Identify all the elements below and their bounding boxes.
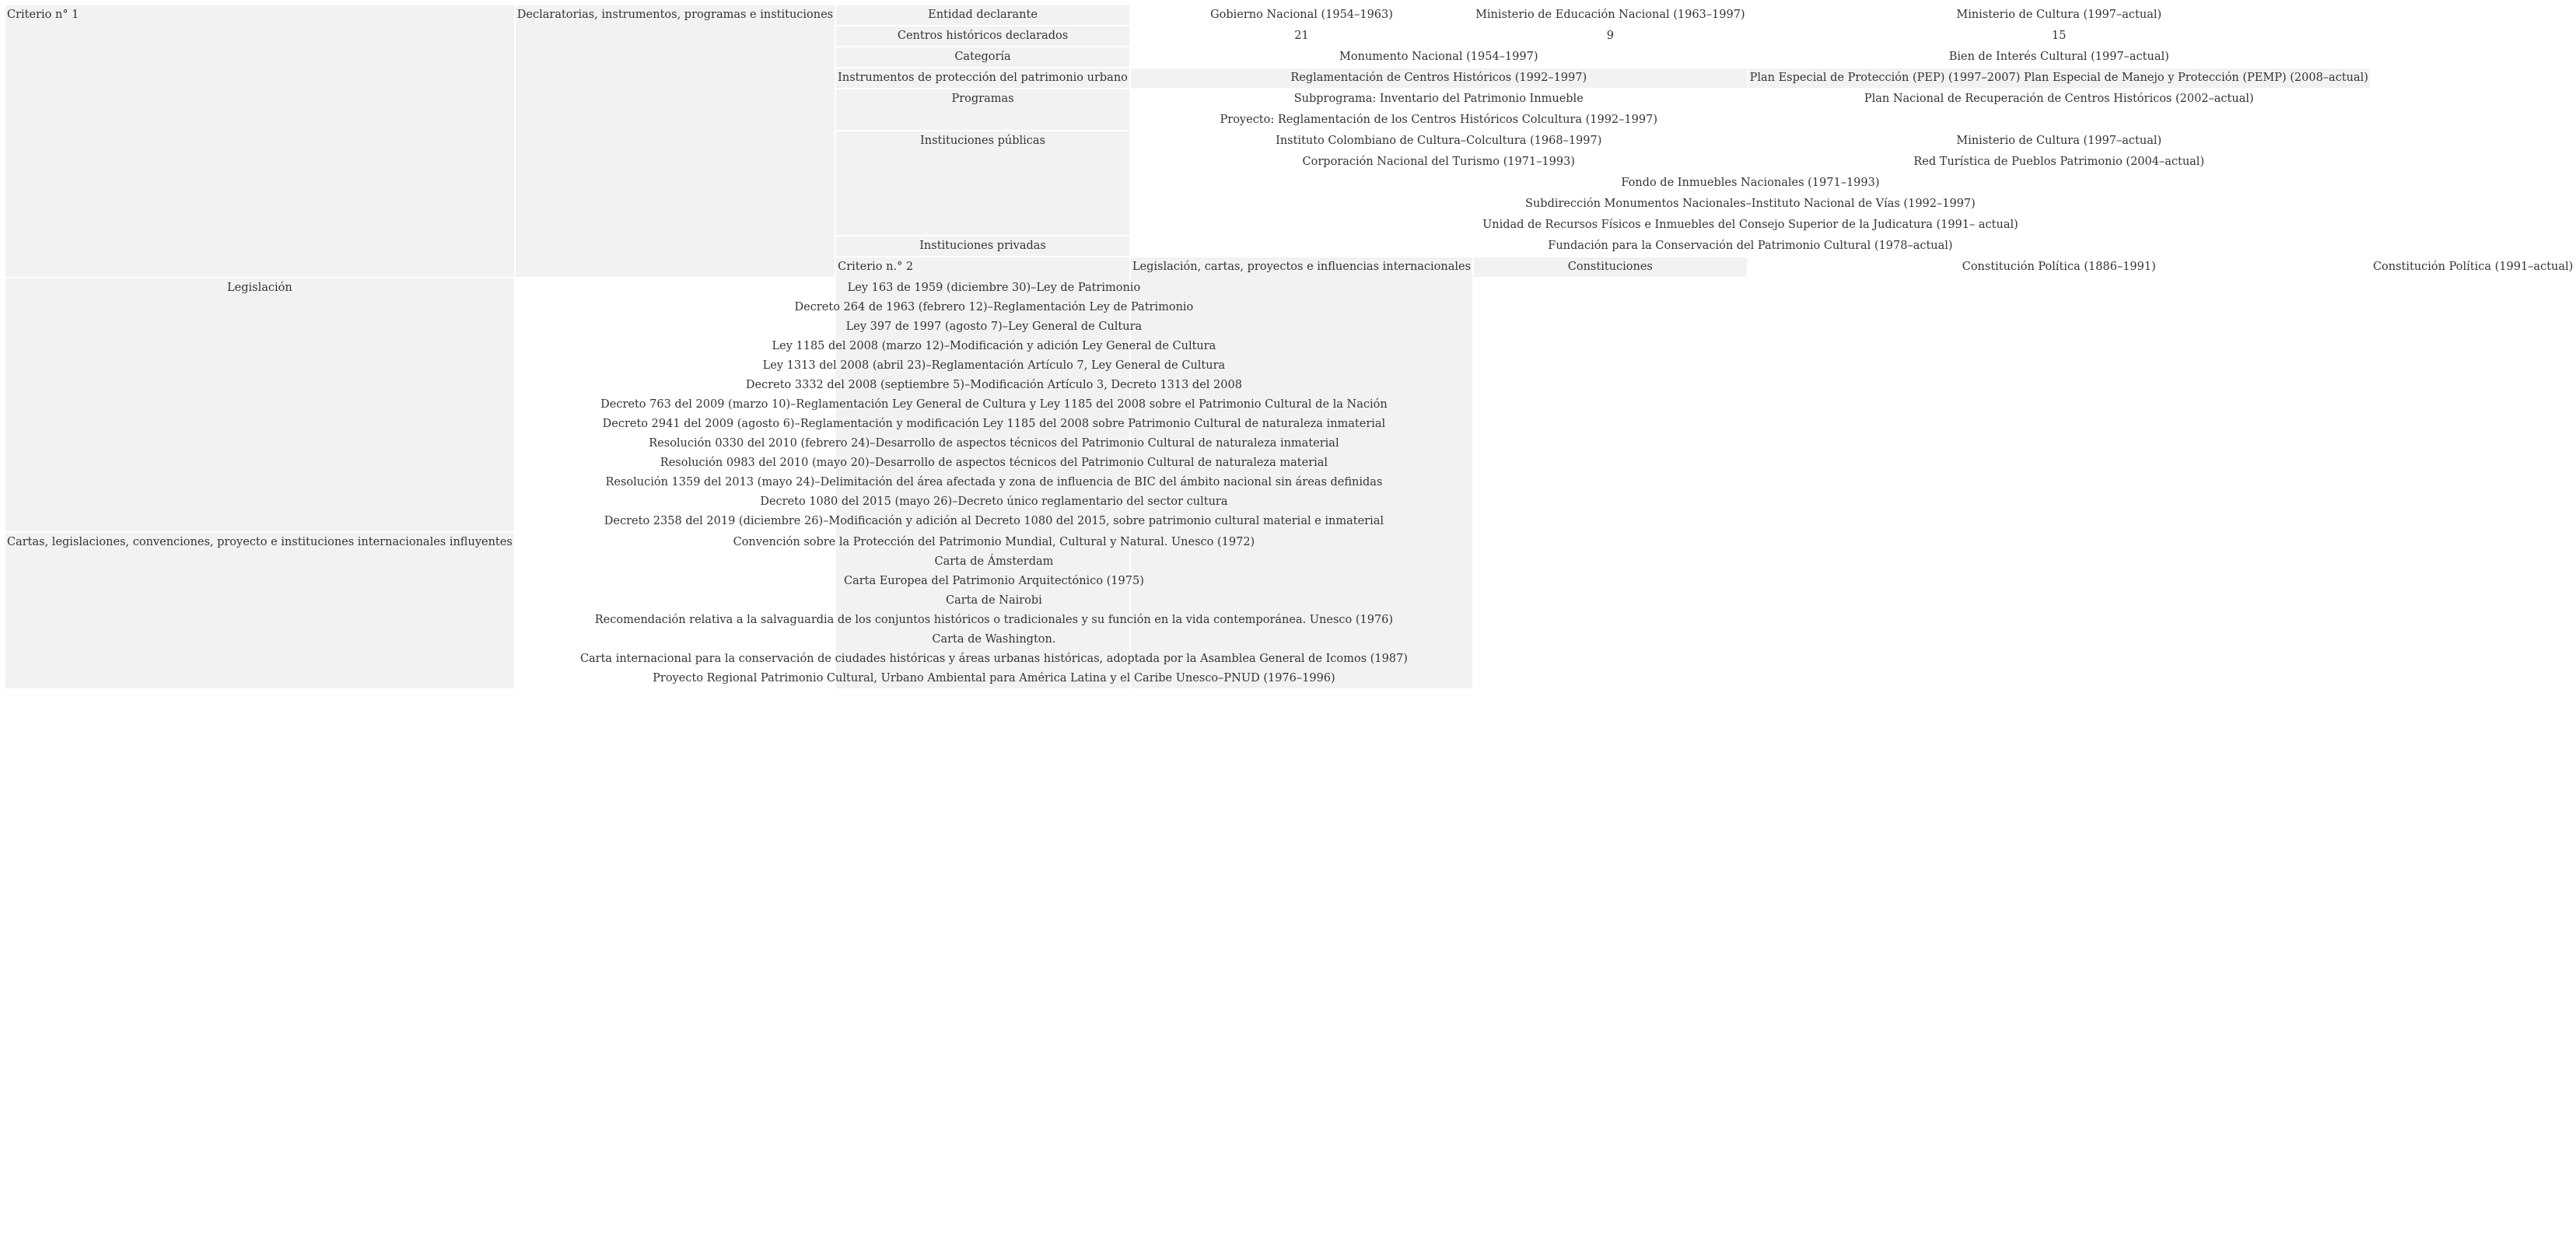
legislacion-item: Decreto 2358 del 2019 (diciembre 26)–Modificación y adición al Decreto 1080 del 2015, sobre patrimonio cultural material e inmaterial [604,515,1384,527]
constitucion-value: Constitución Política (1886–1991) [1748,257,2371,278]
centros-count: 21 [1130,26,1473,47]
legislacion-item: Resolución 0330 del 2010 (febrero 24)–Desarrollo de aspectos técnicos del Patrimonio Cultural de naturaleza inmaterial [649,437,1339,450]
instrumentos-label: Instrumentos de protección del patrimonio urbano [835,68,1130,89]
legislacion-label: Legislación [5,278,515,532]
instituciones-publicas-label: Instituciones públicas [835,131,1130,236]
criterio-1-label: Criterio n° 1 [5,5,515,278]
cartas-internacionales-label: Cartas, legislaciones, convenciones, proyecto e instituciones internacionales influyentes [5,532,515,689]
institucion-publica: Ministerio de Cultura (1997–actual) [1748,131,2371,152]
legislacion-item: Resolución 0983 del 2010 (mayo 20)–Desarrollo de aspectos técnicos del Patrimonio Cultural de naturaleza material [660,457,1328,469]
carta-item: Proyecto Regional Patrimonio Cultural, Urbano Ambiental para América Latina y el Caribe Unesco–PNUD (1976–1996) [653,672,1335,685]
row-cartas-internacionales [5,532,2575,689]
programas-label: Programas [835,89,1130,131]
centros-count: 15 [1748,26,2371,47]
legislacion-item: Ley 1313 del 2008 (abril 23)–Reglamentación Artículo 7, Ley General de Cultura [762,359,1226,372]
programas-value: Subprograma: Inventario del Patrimonio Inmueble [1130,89,1748,110]
instrumentos-value: Plan Especial de Protección (PEP) (1997–2007) Plan Especial de Manejo y Protección (PEMP) (2008–actual) [1748,68,2371,89]
carta-item: Carta de Nairobi [946,594,1042,607]
institucion-publica: Fondo de Inmuebles Nacionales (1971–1993) [1130,173,2371,194]
carta-item: Convención sobre la Protección del Patrimonio Mundial, Cultural y Natural. Unesco (1972) [733,536,1255,548]
programas-value: Proyecto: Reglamentación de los Centros Históricos Colcultura (1992–1997) [1130,110,1748,131]
instituciones-privadas-label: Instituciones privadas [835,236,1130,257]
carta-item: Carta internacional para la conservación de ciudades históricas y áreas urbanas históricas, adoptada por la Asamblea General de Icomos (1987) [579,653,1408,665]
institucion-publica: Instituto Colombiano de Cultura–Colcultura (1968–1997) [1130,131,1748,152]
centros-historicos-label: Centros históricos declarados [835,26,1130,47]
constitucion-value: Constitución Política (1991–actual) [2371,257,2575,278]
legislacion-list [515,278,1473,532]
entidad-value: Gobierno Nacional (1954–1963) [1130,5,1473,26]
legislacion-item: Ley 1185 del 2008 (marzo 12)–Modificación y adición Ley General de Cultura [772,340,1216,352]
institucion-publica: Subdirección Monumentos Nacionales–Instituto Nacional de Vías (1992–1997) [1130,194,2371,215]
legislacion-item: Resolución 1359 del 2013 (mayo 24)–Delimitación del área afectada y zona de influencia de BIC del ámbito nacional sin áreas definidas [605,476,1383,488]
legislacion-item: Decreto 264 de 1963 (febrero 12)–Reglamentación Ley de Patrimonio [794,301,1194,313]
criteria-table [4,4,2576,690]
institucion-publica: Unidad de Recursos Físicos e Inmuebles del Consejo Superior de la Judicatura (1991– actual) [1130,215,2371,236]
legislacion-item: Decreto 3332 del 2008 (septiembre 5)–Modificación Artículo 3, Decreto 1313 del 2008 [745,379,1242,391]
row-entidad-declarante [5,5,2575,26]
row-legislacion [5,278,2575,532]
centros-count: 9 [1473,26,1748,47]
institucion-publica: Corporación Nacional del Turismo (1971–1993) [1130,152,1748,173]
institucion-publica: Red Turística de Pueblos Patrimonio (2004–actual) [1748,152,2371,173]
entidad-declarante-label: Entidad declarante [835,5,1130,26]
criterio-2-label: Criterio n.° 2 [835,257,1130,689]
entidad-value: Ministerio de Educación Nacional (1963–1997) [1473,5,1748,26]
empty-cell [1748,110,2371,131]
legislacion-item: Decreto 763 del 2009 (marzo 10)–Reglamentación Ley General de Cultura y Ley 1185 del 2008 sobre el Patrimonio Cultural de la Nación [600,398,1388,411]
carta-item: Carta Europea del Patrimonio Arquitectónico (1975) [843,575,1144,587]
criterio-1-title: Declaratorias, instrumentos, programas e instituciones [515,5,835,278]
legislacion-item: Decreto 2941 del 2009 (agosto 6)–Reglamentación y modificación Ley 1185 del 2008 sobre Patrimonio Cultural de naturaleza inmaterial [602,418,1386,430]
constituciones-label: Constituciones [1473,257,1748,278]
cartas-list [515,532,1473,689]
carta-item: Carta de Ámsterdam [934,555,1054,568]
legislacion-item: Decreto 1080 del 2015 (mayo 26)–Decreto único reglamentario del sector cultura [760,495,1228,508]
institucion-privada: Fundación para la Conservación del Patrimonio Cultural (1978–actual) [1130,236,2371,257]
categoria-label: Categoría [835,47,1130,68]
categoria-value: Bien de Interés Cultural (1997–actual) [1748,47,2371,68]
entidad-value: Ministerio de Cultura (1997–actual) [1748,5,2371,26]
carta-item: Recomendación relativa a la salvaguardia de los conjuntos históricos o tradicionales y su función en la vida contemporánea. Unesco (1976) [594,614,1394,626]
legislacion-item: Ley 163 de 1959 (diciembre 30)–Ley de Patrimonio [847,282,1141,294]
criterio-2-title: Legislación, cartas, proyectos e influencias internacionales [1130,257,1473,689]
categoria-value: Monumento Nacional (1954–1997) [1130,47,1748,68]
legislacion-item: Ley 397 de 1997 (agosto 7)–Ley General de Cultura [845,320,1143,333]
carta-item: Carta de Washington. [932,633,1056,646]
instrumentos-value: Reglamentación de Centros Históricos (1992–1997) [1130,68,1748,89]
programas-value: Plan Nacional de Recuperación de Centros Históricos (2002–actual) [1748,89,2371,110]
